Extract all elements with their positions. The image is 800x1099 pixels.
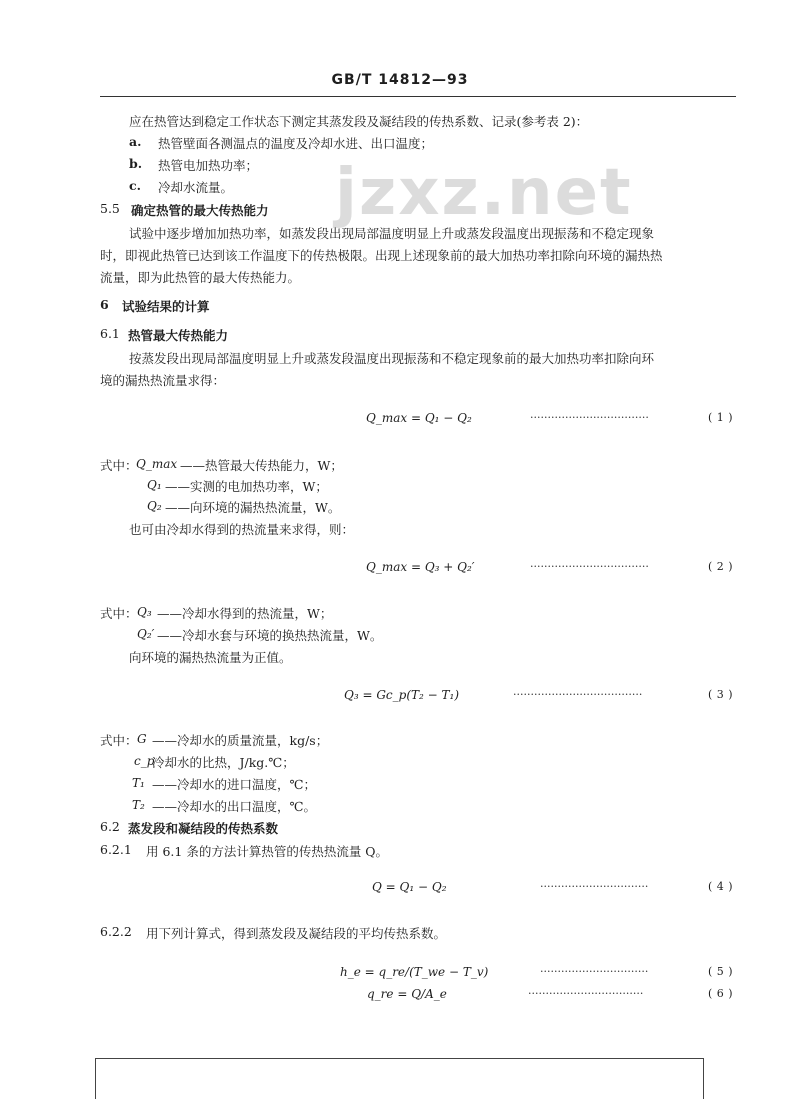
where-3-text-1: ——冷却水的质量流量，kg/s； <box>152 733 329 748</box>
equation-6-number: ( 6 ) <box>708 987 734 1000</box>
standard-header: GB/T 14812—93 <box>331 72 469 88</box>
header-rule <box>100 96 736 97</box>
equation-1-number: ( 1 ) <box>708 411 734 424</box>
equation-5-leader: ······························· <box>540 965 649 978</box>
section-6-title: 试验结果的计算 <box>122 299 210 314</box>
item-a-text: 热管壁面各测温点的温度及冷却水进、出口温度； <box>158 136 434 151</box>
where-3-sym-3: T₁ <box>132 776 145 790</box>
equation-5-formula: h_e = q_re/(T_we − T_v) <box>340 965 489 979</box>
where-2-sym-2: Q₂′ <box>137 627 155 641</box>
section-6-2-2-text: 用下列计算式，得到蒸发段及凝结段的平均传热系数。 <box>146 926 447 941</box>
also-line: 也可由冷却水得到的热流量来求得，则： <box>129 522 355 537</box>
section-6-2-1-text: 用 6.1 条的方法计算热管的传热热流量 Q。 <box>146 844 389 859</box>
where-1-sym-1: Q_max <box>136 457 178 471</box>
equation-4-number: ( 4 ) <box>708 880 734 893</box>
where-2-text-2: ——冷却水套与环境的换热热流量，W。 <box>157 628 383 643</box>
equation-6-formula: q_re = Q/A_e <box>367 987 447 1001</box>
item-b-mark: b. <box>129 156 143 171</box>
where-1-sym-3: Q₂ <box>147 499 162 513</box>
section-6-1-title: 热管最大传热能力 <box>128 328 229 343</box>
equation-4-formula: Q = Q₁ − Q₂ <box>372 880 447 894</box>
where-1-sym-2: Q₁ <box>147 478 162 492</box>
equation-3-leader: ····································· <box>513 688 643 701</box>
section-6-1-line-2: 境的漏热热流量求得： <box>100 373 226 388</box>
equation-3-formula: Q₃ = Gc_p(T₂ − T₁) <box>344 688 459 702</box>
equation-2-number: ( 2 ) <box>708 560 734 573</box>
intro-line: 应在热管达到稳定工作状态下测定其蒸发段及凝结段的传热系数、记录(参考表 2)： <box>129 114 589 129</box>
section-5-5-title: 确定热管的最大传热能力 <box>131 203 269 218</box>
section-6-2-title: 蒸发段和凝结段的传热系数 <box>128 821 279 836</box>
section-5-5-line-3: 流量，即为此热管的最大传热能力。 <box>100 270 301 285</box>
where-3-lead: 式中： <box>100 733 138 748</box>
item-c-text: 冷却水流量。 <box>158 180 234 195</box>
section-5-5-line-2: 时，即视此热管已达到该工作温度下的传热极限。出现上述现象前的最大加热功率扣除向环境的漏热热 <box>100 248 663 263</box>
where-3-text-3: ——冷却水的进口温度，℃； <box>152 777 316 792</box>
where-1-text-2: ——实测的电加热功率，W； <box>165 479 328 494</box>
watermark-text: jzxz.net <box>335 156 633 230</box>
equation-2-formula: Q_max = Q₃ + Q₂′ <box>366 560 475 574</box>
where-3-sym-4: T₂ <box>132 798 145 812</box>
section-6-2-number: 6.2 <box>100 819 120 834</box>
bottom-frame <box>95 1058 704 1099</box>
equation-1-leader: ·································· <box>530 411 649 424</box>
section-5-5-line-1: 试验中逐步增加加热功率，如蒸发段出现局部温度明显上升或蒸发段温度出现振荡和不稳定现象 <box>129 226 655 241</box>
item-a-mark: a. <box>129 134 142 149</box>
positive-note: 向环境的漏热热流量为正值。 <box>129 650 292 665</box>
where-3-text-4: ——冷却水的出口温度，℃。 <box>152 799 316 814</box>
equation-6-leader: ································· <box>528 987 644 1000</box>
section-5-5-number: 5.5 <box>100 201 120 216</box>
section-6-number: 6 <box>100 297 109 312</box>
section-6-1-number: 6.1 <box>100 326 120 341</box>
equation-1-formula: Q_max = Q₁ − Q₂ <box>366 411 472 425</box>
where-3-sym-1: G <box>137 732 147 746</box>
where-2-text-1: ——冷却水得到的热流量，W； <box>157 606 333 621</box>
equation-4-leader: ······························· <box>540 880 649 893</box>
where-2-sym-1: Q₃ <box>137 605 152 619</box>
item-c-mark: c. <box>129 178 141 193</box>
section-6-2-2-number: 6.2.2 <box>100 924 132 939</box>
where-3-sym-2: c_p <box>134 754 155 768</box>
where-1-lead: 式中： <box>100 458 138 473</box>
equation-2-leader: ·································· <box>530 560 649 573</box>
item-b-text: 热管电加热功率； <box>158 158 259 173</box>
where-1-text-3: ——向环境的漏热热流量，W。 <box>165 500 341 515</box>
where-2-lead: 式中： <box>100 606 138 621</box>
section-6-2-1-number: 6.2.1 <box>100 842 132 857</box>
where-1-text-1: ——热管最大传热能力，W； <box>180 458 343 473</box>
where-3-text-2: 冷却水的比热，J/kg.℃； <box>152 755 295 770</box>
section-6-1-line-1: 按蒸发段出现局部温度明显上升或蒸发段温度出现振荡和不稳定现象前的最大加热功率扣除向环 <box>129 351 655 366</box>
equation-3-number: ( 3 ) <box>708 688 734 701</box>
equation-5-number: ( 5 ) <box>708 965 734 978</box>
